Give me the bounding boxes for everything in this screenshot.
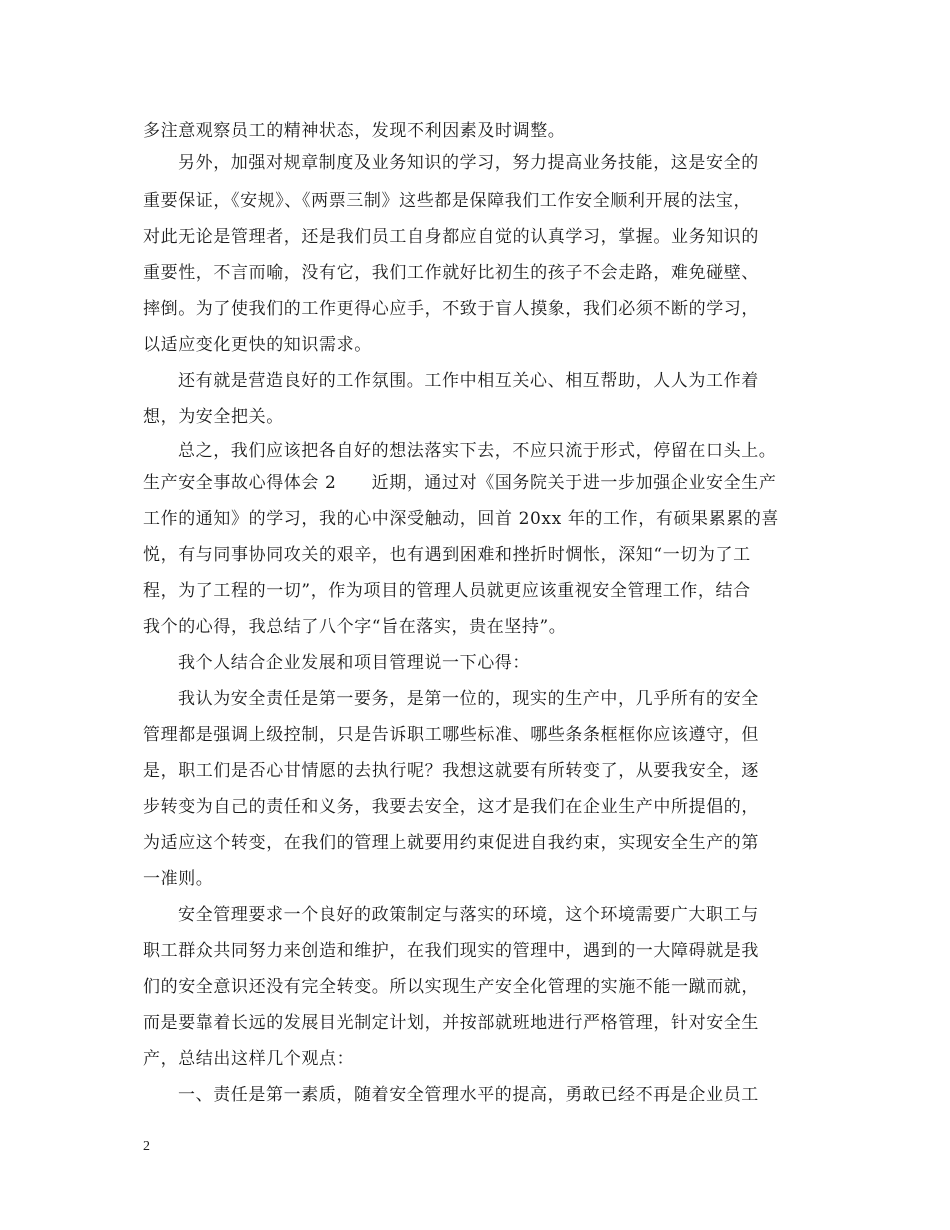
text-line: 另外，加强对规章制度及业务知识的学习，努力提高业务技能，这是安全的 <box>178 153 759 173</box>
text-line: 重要保证，《安规》、《两票三制》这些都是保障我们工作安全顺利开展的法宝， <box>143 191 752 211</box>
text-line: 总之，我们应该把各自好的想法落实下去，不应只流于形式，停留在口头上。 <box>178 441 777 461</box>
text-line: 我认为安全责任是第一要务，是第一位的，现实的生产中，几乎所有的安全 <box>178 689 759 709</box>
text-line: 以适应变化更快的知识需求。 <box>143 335 372 355</box>
text-line: 而是要靠着长远的发展目光制定计划，并按部就班地进行严格管理，针对安全生 <box>143 1013 759 1033</box>
text-line: 为适应这个转变，在我们的管理上就要用约束促进自我约束，实现安全生产的第 <box>143 833 759 853</box>
text-line: 重要性，不言而喻，没有它，我们工作就好比初生的孩子不会走路，难免碰壁、 <box>143 263 759 283</box>
text-line: 们的安全意识还没有完全转变。所以实现生产安全化管理的实施不能一蹴而就， <box>143 977 759 997</box>
text-line: 管理都是强调上级控制，只是告诉职工哪些标准、哪些条条框框你应该遵守，但 <box>143 725 759 745</box>
text-line: 还有就是营造良好的工作氛围。工作中相互关心、相互帮助，人人为工作着 <box>178 371 759 391</box>
page-number: 2 <box>143 1139 150 1154</box>
text-line: 安全管理要求一个良好的政策制定与落实的环境，这个环境需要广大职工与 <box>178 905 759 925</box>
text-line: 职工群众共同努力来创造和维护，在我们现实的管理中，遇到的一大障碍就是我 <box>143 941 759 961</box>
text-line: 产，总结出这样几个观点： <box>143 1049 355 1069</box>
text-line: 我个人结合企业发展和项目管理说一下心得： <box>178 653 530 673</box>
text-line: 一准则。 <box>143 869 214 889</box>
text-line: 步转变为自己的责任和义务，我要去安全，这才是我们在企业生产中所提倡的， <box>143 797 759 817</box>
text-line: 摔倒。为了使我们的工作更得心应手，不致于盲人摸象，我们必须不断的学习， <box>143 299 759 319</box>
text-line: 程，为了工程的一切”，作为项目的管理人员就更应该重视安全管理工作，结合 <box>143 581 751 601</box>
text-line: 生产安全事故心得体会 2 近期，通过对《国务院关于进一步加强企业安全生产 <box>143 473 777 493</box>
text-line: 对此无论是管理者，还是我们员工自身都应自觉的认真学习，掌握。业务知识的 <box>143 227 759 247</box>
text-line: 想，为安全把关。 <box>143 407 284 427</box>
text-line: 工作的通知》的学习，我的心中深受触动，回首 20xx 年的工作，有硕果累累的喜 <box>143 509 780 529</box>
text-line: 悦，有与同事协同攻关的艰辛，也有遇到困难和挫折时惆怅，深知“一切为了工 <box>143 545 751 565</box>
text-line: 是，职工们是否心甘情愿的去执行呢？我想这就要有所转变了，从要我安全，逐 <box>143 761 759 781</box>
text-line: 我个的心得，我总结了八个字“旨在落实，贵在坚持”。 <box>143 617 567 637</box>
text-line: 多注意观察员工的精神状态，发现不利因素及时调整。 <box>143 121 566 141</box>
text-line: 一、责任是第一素质，随着安全管理水平的提高，勇敢已经不再是企业员工 <box>178 1085 759 1105</box>
